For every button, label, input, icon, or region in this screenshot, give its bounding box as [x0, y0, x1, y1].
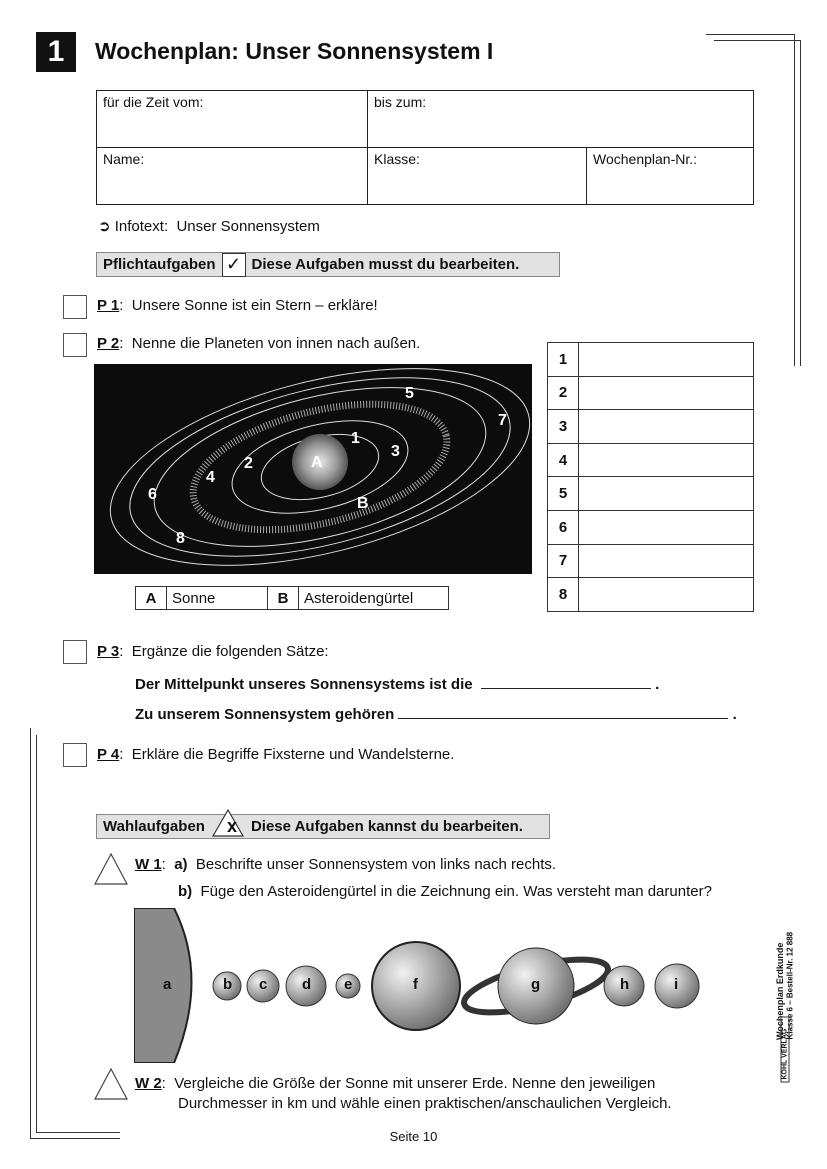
- arrow-icon: ➲: [98, 218, 111, 235]
- planet-label-i: i: [674, 976, 679, 993]
- publisher-logo: KOHL VERLAG: [781, 1017, 790, 1083]
- orbit-planet-3: 3: [391, 443, 400, 460]
- answer-4[interactable]: [579, 443, 754, 477]
- side-line-2: Klasse 6 – Bestell-Nr. 12 888: [785, 931, 795, 1040]
- side-publisher-block: [760, 905, 800, 1085]
- orbit-planet-8: 8: [176, 530, 185, 547]
- task-w1-triangle-icon[interactable]: [93, 852, 129, 886]
- task-p4-checkbox[interactable]: [63, 743, 87, 767]
- task-w2: W 2: Vergleiche die Größe der Sonne mit unserer Erde. Nenne den jeweiligen: [135, 1075, 656, 1092]
- info-reference: ➲ Infotext: Unser Sonnensystem: [98, 218, 320, 235]
- fill-line-1[interactable]: [481, 674, 651, 689]
- task-p3: P 3: Ergänze die folgenden Sätze:: [97, 643, 329, 660]
- orbit-planet-5: 5: [405, 385, 414, 402]
- orbit-planet-1: 1: [351, 430, 360, 447]
- fill-line-2[interactable]: [398, 704, 728, 719]
- triangle-x-mark: x: [227, 816, 238, 836]
- answer-5[interactable]: [579, 477, 754, 511]
- planet-label-a: a: [163, 976, 172, 993]
- task-p2-checkbox[interactable]: [63, 333, 87, 357]
- task-p3-checkbox[interactable]: [63, 640, 87, 664]
- answer-3[interactable]: [579, 410, 754, 444]
- planet-label-f: f: [413, 976, 418, 993]
- orbit-label-b: B: [357, 495, 369, 512]
- frame-left: [30, 728, 31, 1138]
- mandatory-banner: Pflichtaufgaben ✓ Diese Aufgaben musst du bearbeiten.: [96, 252, 560, 277]
- task-w1-b: b) Füge den Asteroidengürtel in die Zeichnung ein. Was versteht man darunter?: [178, 883, 712, 900]
- orbit-planet-7: 7: [498, 412, 507, 429]
- frame-right-2: [800, 40, 801, 366]
- planet-label-g: g: [531, 976, 541, 993]
- task-p2: P 2: Nenne die Planeten von innen nach außen.: [97, 335, 421, 352]
- frame-right: [794, 34, 795, 366]
- checkmark-icon: ✓: [222, 253, 246, 277]
- student-info-form: [96, 90, 754, 205]
- field-period-to[interactable]: bis zum:: [368, 91, 754, 148]
- orbit-planet-4: 4: [206, 469, 215, 486]
- task-p1-checkbox[interactable]: [63, 295, 87, 319]
- task-p4: P 4: Erkläre die Begriffe Fixsterne und Wandelsterne.: [97, 746, 455, 763]
- planet-label-e: e: [344, 976, 353, 993]
- planets-row-image: [134, 908, 704, 1063]
- orbit-planet-6: 6: [148, 486, 157, 503]
- planet-label-d: d: [302, 976, 312, 993]
- p3-sentence-2: Zu unserem Sonnensystem gehören .: [135, 706, 737, 723]
- task-w2-line2: Durchmesser in km und wähle einen praktischen/anschaulichen Vergleich.: [178, 1095, 672, 1112]
- optional-banner: Wahlaufgaben Diese Aufgaben kannst du bearbeiten.: [96, 814, 550, 839]
- field-period-from[interactable]: für die Zeit vom:: [97, 91, 368, 148]
- field-plan-number[interactable]: Wochenplan-Nr.:: [587, 148, 754, 205]
- task-p1: P 1: Unsere Sonne ist ein Stern – erkläre!: [97, 297, 378, 314]
- answer-8[interactable]: [579, 578, 754, 612]
- field-class[interactable]: Klasse:: [368, 148, 587, 205]
- planet-label-b: b: [223, 976, 233, 993]
- frame-left-2: [36, 735, 37, 1132]
- orbit-planet-2: 2: [244, 455, 253, 472]
- frame-top-right: [706, 34, 794, 35]
- worksheet-number: 1: [36, 32, 76, 72]
- planet-label-h: h: [620, 976, 630, 993]
- field-name[interactable]: Name:: [97, 148, 368, 205]
- task-w1: W 1: a) Beschrifte unser Sonnensystem von links nach rechts.: [135, 856, 557, 873]
- answer-2[interactable]: [579, 376, 754, 410]
- planet-label-c: c: [259, 976, 268, 993]
- page-title: Wochenplan: Unser Sonnensystem I: [95, 38, 494, 64]
- answer-1[interactable]: [579, 343, 754, 377]
- orbit-legend: A Sonne B Asteroidengürtel: [135, 586, 449, 610]
- answer-7[interactable]: [579, 544, 754, 578]
- page-number: Seite 10: [389, 1129, 438, 1144]
- task-w2-triangle-icon[interactable]: [93, 1067, 129, 1101]
- p3-sentence-1: Der Mittelpunkt unseres Sonnensystems ist die .: [135, 676, 660, 693]
- frame-top-right-2: [714, 40, 800, 41]
- side-line-1: Wochenplan Erdkunde: [775, 942, 785, 1040]
- planet-answer-grid: 1 2 3 4 5 6 7 8: [547, 342, 754, 612]
- answer-6[interactable]: [579, 510, 754, 544]
- orbit-label-a: A: [311, 454, 323, 471]
